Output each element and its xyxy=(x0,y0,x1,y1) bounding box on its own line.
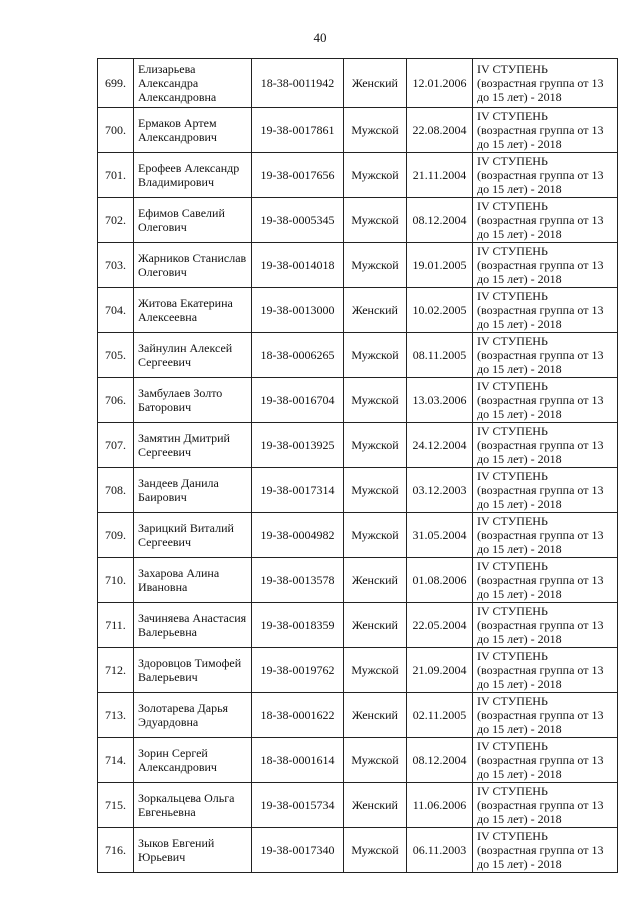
award-level-line: до 15 лет) - 2018 xyxy=(477,272,562,286)
table-row xyxy=(98,423,618,468)
table-row xyxy=(98,468,618,513)
participant-name: Здоровцов Тимофей Валерьевич xyxy=(134,648,252,693)
award-level-line: до 15 лет) - 2018 xyxy=(477,182,562,196)
participant-id: 18-38-0011942 xyxy=(252,59,344,108)
award-level xyxy=(473,603,618,648)
award-level-line: IV СТУПЕНЬ xyxy=(477,379,548,393)
participant-gender: Мужской xyxy=(344,423,407,468)
participant-id: 19-38-0017861 xyxy=(252,108,344,153)
participant-name: Захарова Алина Ивановна xyxy=(134,558,252,603)
participant-name: Зыков Евгений Юрьевич xyxy=(134,828,252,873)
participant-id: 19-38-0014018 xyxy=(252,243,344,288)
participant-gender: Женский xyxy=(344,558,407,603)
participant-id: 19-38-0019762 xyxy=(252,648,344,693)
award-level-line: (возрастная группа от 13 xyxy=(477,123,604,137)
award-level xyxy=(473,558,618,603)
participant-name: Зачиняева Анастасия Валерьевна xyxy=(134,603,252,648)
table-row xyxy=(98,243,618,288)
award-level-line: IV СТУПЕНЬ xyxy=(477,334,548,348)
birth-date: 06.11.2003 xyxy=(407,828,473,873)
table-row xyxy=(98,288,618,333)
award-level-line: IV СТУПЕНЬ xyxy=(477,154,548,168)
award-level-line: IV СТУПЕНЬ xyxy=(477,62,548,76)
participant-gender: Мужской xyxy=(344,378,407,423)
participant-id: 19-38-0005345 xyxy=(252,198,344,243)
award-level xyxy=(473,59,618,108)
participant-name: Зандеев Данила Баирович xyxy=(134,468,252,513)
award-level-line: до 15 лет) - 2018 xyxy=(477,317,562,331)
row-number: 707. xyxy=(98,423,134,468)
participant-gender: Мужской xyxy=(344,513,407,558)
award-level-line: IV СТУПЕНЬ xyxy=(477,604,548,618)
participant-name: Ермаков Артем Александрович xyxy=(134,108,252,153)
participant-gender: Мужской xyxy=(344,198,407,243)
birth-date: 31.05.2004 xyxy=(407,513,473,558)
participant-id: 18-38-0001622 xyxy=(252,693,344,738)
award-level xyxy=(473,288,618,333)
row-number: 705. xyxy=(98,333,134,378)
award-level-line: до 15 лет) - 2018 xyxy=(477,137,562,151)
row-number: 701. xyxy=(98,153,134,198)
participant-gender: Мужской xyxy=(344,108,407,153)
row-number: 706. xyxy=(98,378,134,423)
birth-date: 08.12.2004 xyxy=(407,738,473,783)
table-row xyxy=(98,513,618,558)
award-level-line: до 15 лет) - 2018 xyxy=(477,90,562,104)
row-number: 712. xyxy=(98,648,134,693)
participant-name: Зоркальцева Ольга Евгеньевна xyxy=(134,783,252,828)
participant-name: Зарицкий Виталий Сергеевич xyxy=(134,513,252,558)
page-number: 40 xyxy=(313,30,327,45)
row-number: 714. xyxy=(98,738,134,783)
award-level xyxy=(473,198,618,243)
award-level-line: (возрастная группа от 13 xyxy=(477,528,604,542)
row-number: 709. xyxy=(98,513,134,558)
registry-table-body xyxy=(98,59,618,873)
award-level-line: (возрастная группа от 13 xyxy=(477,258,604,272)
table-row xyxy=(98,333,618,378)
row-number: 702. xyxy=(98,198,134,243)
award-level-line: (возрастная группа от 13 xyxy=(477,753,604,767)
participant-id: 19-38-0016704 xyxy=(252,378,344,423)
award-level-line: (возрастная группа от 13 xyxy=(477,483,604,497)
award-level-line: (возрастная группа от 13 xyxy=(477,303,604,317)
birth-date: 13.03.2006 xyxy=(407,378,473,423)
award-level-line: до 15 лет) - 2018 xyxy=(477,452,562,466)
participant-gender: Мужской xyxy=(344,738,407,783)
row-number: 716. xyxy=(98,828,134,873)
birth-date: 19.01.2005 xyxy=(407,243,473,288)
award-level-line: IV СТУПЕНЬ xyxy=(477,694,548,708)
award-level xyxy=(473,648,618,693)
table-row xyxy=(98,603,618,648)
award-level-line: IV СТУПЕНЬ xyxy=(477,784,548,798)
row-number: 713. xyxy=(98,693,134,738)
award-level xyxy=(473,243,618,288)
participant-gender: Женский xyxy=(344,288,407,333)
birth-date: 12.01.2006 xyxy=(407,59,473,108)
participant-id: 19-38-0018359 xyxy=(252,603,344,648)
birth-date: 08.12.2004 xyxy=(407,198,473,243)
row-number: 699. xyxy=(98,59,134,108)
row-number: 710. xyxy=(98,558,134,603)
registry-table xyxy=(97,58,618,873)
award-level-line: IV СТУПЕНЬ xyxy=(477,559,548,573)
award-level xyxy=(473,333,618,378)
participant-name: Золотарева Дарья Эдуардовна xyxy=(134,693,252,738)
participant-id: 19-38-0013578 xyxy=(252,558,344,603)
participant-name: Зайнулин Алексей Сергеевич xyxy=(134,333,252,378)
award-level-line: (возрастная группа от 13 xyxy=(477,213,604,227)
participant-gender: Мужской xyxy=(344,243,407,288)
row-number: 711. xyxy=(98,603,134,648)
participant-gender: Женский xyxy=(344,783,407,828)
participant-name: Замятин Дмитрий Сергеевич xyxy=(134,423,252,468)
table-row xyxy=(98,693,618,738)
table-row xyxy=(98,738,618,783)
award-level-line: (возрастная группа от 13 xyxy=(477,798,604,812)
birth-date: 21.09.2004 xyxy=(407,648,473,693)
award-level-line: (возрастная группа от 13 xyxy=(477,663,604,677)
participant-gender: Мужской xyxy=(344,828,407,873)
participant-name: Житова Екатерина Алексеевна xyxy=(134,288,252,333)
award-level-line: IV СТУПЕНЬ xyxy=(477,289,548,303)
award-level-line: IV СТУПЕНЬ xyxy=(477,109,548,123)
award-level-line: IV СТУПЕНЬ xyxy=(477,469,548,483)
award-level xyxy=(473,378,618,423)
participant-gender: Женский xyxy=(344,59,407,108)
participant-id: 18-38-0006265 xyxy=(252,333,344,378)
participant-name: Замбулаев Золто Баторович xyxy=(134,378,252,423)
birth-date: 24.12.2004 xyxy=(407,423,473,468)
award-level-line: до 15 лет) - 2018 xyxy=(477,857,562,871)
award-level xyxy=(473,513,618,558)
award-level-line: до 15 лет) - 2018 xyxy=(477,812,562,826)
participant-id: 19-38-0017340 xyxy=(252,828,344,873)
award-level xyxy=(473,423,618,468)
participant-id: 19-38-0015734 xyxy=(252,783,344,828)
participant-gender: Мужской xyxy=(344,648,407,693)
birth-date: 11.06.2006 xyxy=(407,783,473,828)
row-number: 715. xyxy=(98,783,134,828)
award-level-line: IV СТУПЕНЬ xyxy=(477,424,548,438)
participant-gender: Женский xyxy=(344,603,407,648)
birth-date: 03.12.2003 xyxy=(407,468,473,513)
participant-name: Жарников Станислав Олегович xyxy=(134,243,252,288)
participant-id: 19-38-0013925 xyxy=(252,423,344,468)
award-level-line: до 15 лет) - 2018 xyxy=(477,587,562,601)
participant-gender: Мужской xyxy=(344,333,407,378)
award-level-line: (возрастная группа от 13 xyxy=(477,708,604,722)
participant-id: 19-38-0017656 xyxy=(252,153,344,198)
birth-date: 02.11.2005 xyxy=(407,693,473,738)
participant-id: 19-38-0013000 xyxy=(252,288,344,333)
table-row xyxy=(98,59,618,108)
award-level-line: до 15 лет) - 2018 xyxy=(477,227,562,241)
award-level-line: (возрастная группа от 13 xyxy=(477,348,604,362)
award-level xyxy=(473,693,618,738)
participant-gender: Женский xyxy=(344,693,407,738)
birth-date: 08.11.2005 xyxy=(407,333,473,378)
table-row xyxy=(98,198,618,243)
award-level-line: до 15 лет) - 2018 xyxy=(477,632,562,646)
award-level xyxy=(473,738,618,783)
award-level-line: до 15 лет) - 2018 xyxy=(477,767,562,781)
participant-name: Ерофеев Александр Владимирович xyxy=(134,153,252,198)
award-level-line: до 15 лет) - 2018 xyxy=(477,497,562,511)
award-level-line: до 15 лет) - 2018 xyxy=(477,542,562,556)
table-row xyxy=(98,108,618,153)
birth-date: 22.05.2004 xyxy=(407,603,473,648)
participant-id: 19-38-0017314 xyxy=(252,468,344,513)
birth-date: 21.11.2004 xyxy=(407,153,473,198)
award-level-line: (возрастная группа от 13 xyxy=(477,843,604,857)
row-number: 700. xyxy=(98,108,134,153)
award-level-line: до 15 лет) - 2018 xyxy=(477,362,562,376)
award-level-line: IV СТУПЕНЬ xyxy=(477,244,548,258)
table-row xyxy=(98,648,618,693)
award-level-line: (возрастная группа от 13 xyxy=(477,76,604,90)
birth-date: 22.08.2004 xyxy=(407,108,473,153)
award-level-line: IV СТУПЕНЬ xyxy=(477,514,548,528)
row-number: 704. xyxy=(98,288,134,333)
row-number: 703. xyxy=(98,243,134,288)
birth-date: 10.02.2005 xyxy=(407,288,473,333)
table-row xyxy=(98,828,618,873)
table-row xyxy=(98,378,618,423)
row-number: 708. xyxy=(98,468,134,513)
table-row xyxy=(98,558,618,603)
award-level xyxy=(473,783,618,828)
participant-id: 19-38-0004982 xyxy=(252,513,344,558)
award-level-line: IV СТУПЕНЬ xyxy=(477,829,548,843)
award-level-line: IV СТУПЕНЬ xyxy=(477,199,548,213)
award-level-line: до 15 лет) - 2018 xyxy=(477,677,562,691)
award-level-line: до 15 лет) - 2018 xyxy=(477,722,562,736)
table-row xyxy=(98,153,618,198)
participant-gender: Мужской xyxy=(344,153,407,198)
award-level xyxy=(473,108,618,153)
award-level xyxy=(473,828,618,873)
award-level-line: (возрастная группа от 13 xyxy=(477,573,604,587)
award-level-line: (возрастная группа от 13 xyxy=(477,168,604,182)
award-level-line: IV СТУПЕНЬ xyxy=(477,649,548,663)
participant-gender: Мужской xyxy=(344,468,407,513)
award-level xyxy=(473,468,618,513)
award-level-line: (возрастная группа от 13 xyxy=(477,393,604,407)
participant-id: 18-38-0001614 xyxy=(252,738,344,783)
participant-name: Зорин Сергей Александрович xyxy=(134,738,252,783)
birth-date: 01.08.2006 xyxy=(407,558,473,603)
award-level-line: IV СТУПЕНЬ xyxy=(477,739,548,753)
participant-name: Елизарьева Александра Александровна xyxy=(134,59,252,108)
participant-name: Ефимов Савелий Олегович xyxy=(134,198,252,243)
award-level xyxy=(473,153,618,198)
table-row xyxy=(98,783,618,828)
award-level-line: (возрастная группа от 13 xyxy=(477,438,604,452)
award-level-line: до 15 лет) - 2018 xyxy=(477,407,562,421)
award-level-line: (возрастная группа от 13 xyxy=(477,618,604,632)
